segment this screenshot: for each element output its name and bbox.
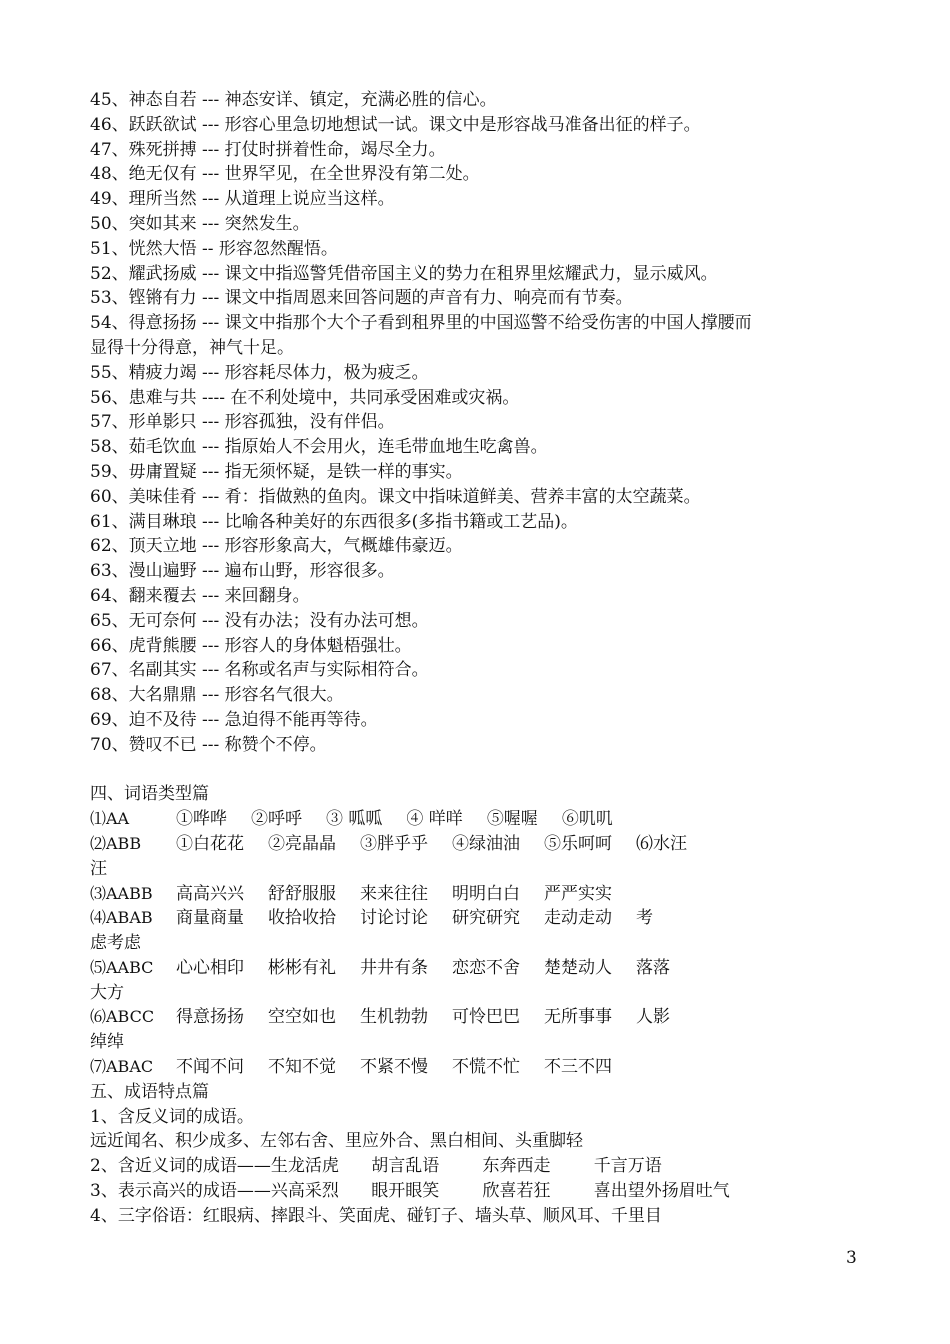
idiom-entry: 58、茹毛饮血 --- 指原始人不会用火，连毛带血地生吃禽兽。 bbox=[90, 437, 548, 458]
idiom-entry: 46、跃跃欲试 --- 形容心里急切地想试一试。课文中是形容战马准备出征的样子。 bbox=[90, 114, 701, 135]
word-example: 心心相印 bbox=[176, 957, 244, 978]
word-example: ③ 呱呱 bbox=[326, 809, 383, 830]
idiom-entry: 45、神态自若 --- 神态安详、镇定，充满必胜的信心。 bbox=[90, 90, 497, 110]
word-example: 井井有条 bbox=[360, 957, 428, 978]
word-example: 恋恋不舍 bbox=[452, 957, 520, 978]
word-example: 研究研究 bbox=[452, 908, 520, 929]
feature-line: 2、含近义词的成语——生龙活虎 胡言乱语 东奔西走 千言万语 bbox=[90, 1156, 662, 1177]
idiom-entry: 52、耀武扬威 --- 课文中指巡警凭借帝国主义的势力在租界里炫耀武力，显示威风。 bbox=[90, 263, 718, 284]
word-example: 彬彬有礼 bbox=[268, 957, 336, 978]
word-example: 不知不觉 bbox=[268, 1057, 336, 1078]
word-type-pattern: ⑷ABAB bbox=[90, 908, 153, 928]
idiom-entry: 57、形单影只 --- 形容孤独，没有伴侣。 bbox=[90, 412, 395, 433]
word-example: 高高兴兴 bbox=[176, 883, 244, 904]
word-example: 得意扬扬 bbox=[176, 1007, 244, 1028]
word-example: 商量商量 bbox=[176, 908, 244, 929]
idiom-entry: 55、精疲力竭 --- 形容耗尽体力，极为疲乏。 bbox=[90, 362, 429, 383]
word-example: 生机勃勃 bbox=[360, 1007, 428, 1028]
feature-line: 远近闻名、积少成多、左邻右舍、里应外合、黑白相间、头重脚轻 bbox=[90, 1131, 583, 1152]
idiom-entry: 47、殊死拼搏 --- 打仗时拼着性命，竭尽全力。 bbox=[90, 139, 446, 160]
section-5-title: 五、成语特点篇 bbox=[90, 1081, 209, 1102]
idiom-entry: 65、无可奈何 --- 没有办法；没有办法可想。 bbox=[90, 610, 429, 631]
word-type-pattern: ⑸AABC bbox=[90, 957, 154, 977]
word-example: ⑥叽叽 bbox=[561, 809, 613, 830]
word-type-list bbox=[90, 807, 860, 1080]
word-type-pattern: ⑴AA bbox=[90, 809, 130, 829]
idiom-entry: 51、恍然大悟 -- 形容忽然醒悟。 bbox=[90, 238, 338, 259]
idiom-entry: 54、得意扬扬 --- 课文中指那个大个子看到租界里的中国巡警不给受伤害的中国人撑腰而 bbox=[90, 313, 752, 334]
idiom-entry: 66、虎背熊腰 --- 形容人的身体魁梧强壮。 bbox=[90, 635, 412, 656]
idiom-feature-list bbox=[90, 1105, 860, 1229]
word-example: 讨论讨论 bbox=[360, 908, 428, 929]
word-example: ⑹水汪 bbox=[636, 833, 687, 854]
idiom-entry: 68、大名鼎鼎 --- 形容名气很大。 bbox=[90, 685, 344, 706]
word-example: ②呼呼 bbox=[251, 809, 302, 830]
idiom-entry: 48、绝无仅有 --- 世界罕见，在全世界没有第二处。 bbox=[90, 164, 480, 185]
idiom-entry: 60、美味佳肴 --- 肴：指做熟的鱼肉。课文中指味道鲜美、营养丰富的太空蔬菜。 bbox=[90, 486, 701, 507]
word-example: 收拾收拾 bbox=[268, 908, 336, 929]
word-example: ②亮晶晶 bbox=[268, 833, 336, 854]
word-example: 人影 bbox=[636, 1007, 670, 1028]
word-type-row bbox=[90, 956, 860, 1006]
spacer bbox=[90, 758, 860, 783]
word-type-row bbox=[90, 807, 860, 832]
word-example: 舒舒服服 bbox=[268, 883, 336, 904]
word-example: 不闻不问 bbox=[176, 1057, 244, 1078]
word-example: 可怜巴巴 bbox=[452, 1007, 520, 1028]
word-example: ③胖乎乎 bbox=[360, 833, 428, 854]
idiom-entry: 69、迫不及待 --- 急迫得不能再等待。 bbox=[90, 709, 378, 730]
idiom-list bbox=[90, 88, 860, 758]
word-example: ④绿油油 bbox=[452, 833, 520, 854]
feature-line: 4、三字俗语：红眼病、摔跟斗、笑面虎、碰钉子、墙头草、顺风耳、千里目 bbox=[90, 1205, 662, 1226]
feature-line: 3、表示高兴的成语——兴高采烈 眼开眼笑 欣喜若狂 喜出望外扬眉吐气 bbox=[90, 1181, 730, 1202]
word-example: 明明白白 bbox=[452, 883, 520, 904]
idiom-entry: 50、突如其来 --- 突然发生。 bbox=[90, 213, 310, 234]
word-example: 不慌不忙 bbox=[452, 1057, 520, 1078]
word-example: 走动走动 bbox=[544, 908, 612, 929]
word-example: 楚楚动人 bbox=[544, 957, 612, 978]
word-type-pattern: ⑶AABB bbox=[90, 883, 153, 903]
idiom-entry: 64、翻来覆去 --- 来回翻身。 bbox=[90, 585, 310, 606]
document-page bbox=[90, 88, 860, 1229]
word-example-continuation: 虑考虑 bbox=[90, 933, 141, 954]
idiom-entry: 53、铿锵有力 --- 课文中指周恩来回答问题的声音有力、响亮而有节奏。 bbox=[90, 288, 633, 309]
idiom-entry: 67、名副其实 --- 名称或名声与实际相符合。 bbox=[90, 660, 429, 681]
section-4-title: 四、词语类型篇 bbox=[90, 784, 209, 805]
page-number: 3 bbox=[846, 1248, 857, 1268]
idiom-entry: 显得十分得意，神气十足。 bbox=[90, 337, 294, 358]
word-example-continuation: 大方 bbox=[90, 982, 124, 1003]
word-example: ①哗哗 bbox=[176, 809, 227, 830]
word-example: 不三不四 bbox=[544, 1057, 612, 1078]
idiom-entry: 56、患难与共 ---- 在不利处境中，共同承受困难或灾祸。 bbox=[90, 387, 520, 408]
word-type-row bbox=[90, 906, 860, 956]
word-example: ⑤喔喔 bbox=[486, 809, 538, 830]
word-type-pattern: ⑵ABB bbox=[90, 833, 142, 853]
word-type-row bbox=[90, 1005, 860, 1055]
word-example-continuation: 汪 bbox=[90, 858, 107, 879]
word-example: 无所事事 bbox=[544, 1007, 612, 1028]
idiom-entry: 61、满目琳琅 --- 比喻各种美好的东西很多(多指书籍或工艺品)。 bbox=[90, 511, 578, 532]
word-example-continuation: 绰绰 bbox=[90, 1032, 124, 1053]
word-type-row bbox=[90, 832, 860, 882]
word-example: 不紧不慢 bbox=[360, 1057, 428, 1078]
word-example: 来来往往 bbox=[360, 883, 428, 904]
word-example: ①白花花 bbox=[176, 833, 244, 854]
word-type-pattern: ⑺ABAC bbox=[90, 1057, 154, 1077]
idiom-entry: 62、顶天立地 --- 形容形象高大，气概雄伟豪迈。 bbox=[90, 536, 463, 557]
word-example: 空空如也 bbox=[268, 1007, 336, 1028]
word-type-pattern: ⑹ABCC bbox=[90, 1007, 155, 1027]
word-example: ④ 咩咩 bbox=[406, 809, 463, 830]
idiom-entry: 63、漫山遍野 --- 遍布山野，形容很多。 bbox=[90, 561, 395, 582]
word-type-row bbox=[90, 1055, 860, 1080]
word-type-row bbox=[90, 882, 860, 907]
word-example: 严严实实 bbox=[544, 883, 612, 904]
feature-line: 1、含反义词的成语。 bbox=[90, 1106, 254, 1127]
idiom-entry: 49、理所当然 --- 从道理上说应当这样。 bbox=[90, 189, 395, 210]
idiom-entry: 59、毋庸置疑 --- 指无须怀疑，是铁一样的事实。 bbox=[90, 461, 463, 482]
word-example: ⑤乐呵呵 bbox=[544, 833, 612, 854]
idiom-entry: 70、赞叹不已 --- 称赞个不停。 bbox=[90, 734, 327, 755]
word-example: 落落 bbox=[636, 957, 670, 978]
word-example: 考 bbox=[636, 908, 653, 929]
